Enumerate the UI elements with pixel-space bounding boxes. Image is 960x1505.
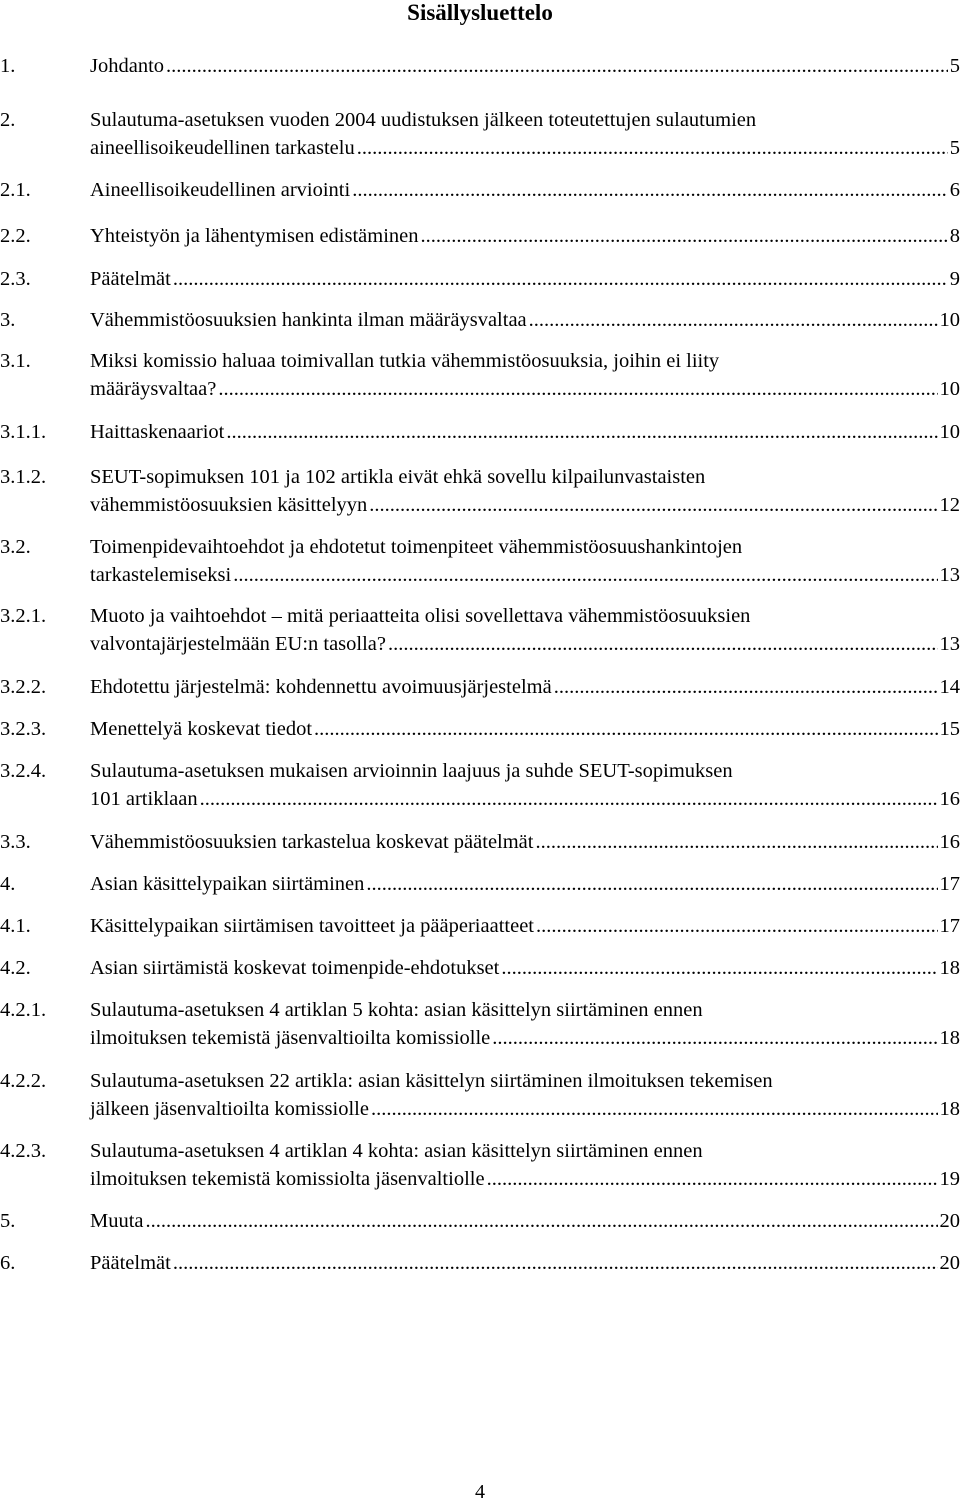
toc-entry-page: 18	[939, 957, 960, 979]
toc-entry-page: 8	[949, 225, 960, 247]
dot-leader	[535, 828, 937, 856]
toc-entry-line	[90, 491, 960, 519]
dot-leader	[173, 1249, 938, 1277]
toc-entry-number: 6.	[0, 1252, 16, 1274]
toc-entry-body	[90, 828, 960, 856]
toc-entry-title: Päätelmät	[90, 1252, 171, 1274]
dot-leader	[146, 1207, 938, 1235]
toc-entry-line	[90, 996, 960, 1024]
toc-entry-body	[90, 418, 960, 446]
toc-entry-title: vähemmistöosuuksien käsittelyyn	[90, 494, 368, 516]
toc-entry-number: 3.2.4.	[0, 760, 47, 782]
toc-entry-title: Sulautuma-asetuksen 4 artiklan 4 kohta: asian käsittelyn siirtäminen ennen	[90, 1140, 703, 1162]
toc-entry[interactable]	[0, 954, 960, 982]
toc-entry-body	[90, 954, 960, 982]
toc-entry[interactable]	[0, 870, 960, 898]
toc-entry-line	[90, 222, 960, 250]
toc-entry-number: 2.	[0, 109, 16, 131]
toc-entry-number: 4.2.	[0, 957, 31, 979]
toc-entry-title: Johdanto	[90, 55, 165, 77]
dot-leader	[357, 134, 948, 162]
toc-entry-page: 6	[949, 179, 960, 201]
dot-leader	[314, 715, 937, 743]
toc-entry-page: 18	[939, 1098, 960, 1120]
toc-entry-title: Aineellisoikeudellinen arviointi	[90, 179, 351, 201]
dot-leader	[218, 375, 937, 403]
toc-entry-body	[90, 602, 960, 658]
toc-entry-line	[90, 306, 960, 334]
toc-entry[interactable]	[0, 1067, 960, 1123]
toc-entry-title: ilmoituksen tekemistä jäsenvaltioilta komissiolle	[90, 1027, 491, 1049]
toc-entry-line	[90, 463, 960, 491]
toc-entry-page: 18	[939, 1027, 960, 1049]
toc-entry-number: 4.2.1.	[0, 999, 47, 1021]
toc-entry-number: 2.2.	[0, 225, 31, 247]
toc-entry-title: Päätelmät	[90, 268, 171, 290]
toc-entry-line	[90, 1249, 960, 1277]
toc-entry-number: 4.1.	[0, 915, 31, 937]
toc-entry-page: 14	[939, 676, 960, 698]
toc-entry-title: ilmoituksen tekemistä komissiolta jäsenvaltiolle	[90, 1168, 485, 1190]
toc-entry-page: 9	[949, 268, 960, 290]
toc-entry-number: 2.3.	[0, 268, 31, 290]
toc-entry[interactable]	[0, 347, 960, 403]
toc-entry-body	[90, 1249, 960, 1277]
toc-entry-body	[90, 347, 960, 403]
toc-entry-page: 16	[939, 831, 960, 853]
toc-entry-number: 5.	[0, 1210, 16, 1232]
toc-entry-line	[90, 1095, 960, 1123]
dot-leader	[166, 52, 948, 80]
toc-entry-number: 4.	[0, 873, 16, 895]
toc-entry[interactable]	[0, 52, 960, 80]
dot-leader	[536, 912, 938, 940]
toc-entry-page: 20	[939, 1252, 960, 1274]
toc-entry-page: 10	[939, 378, 960, 400]
toc-entry-line	[90, 954, 960, 982]
toc-entry-body	[90, 533, 960, 589]
toc-entry-title: jälkeen jäsenvaltioilta komissiolle	[90, 1098, 369, 1120]
dot-leader	[352, 176, 948, 204]
toc-entry-body	[90, 673, 960, 701]
toc-entry-body	[90, 52, 960, 80]
toc-entry-line	[90, 106, 960, 134]
toc-entry-body	[90, 1207, 960, 1235]
toc-entry-number: 3.3.	[0, 831, 31, 853]
dot-leader	[200, 785, 938, 813]
dot-leader	[554, 673, 938, 701]
toc-entry-number: 3.2.	[0, 536, 31, 558]
toc-entry-line	[90, 1165, 960, 1193]
toc-entry-line	[90, 1207, 960, 1235]
toc-entry-line	[90, 418, 960, 446]
toc-entry-body	[90, 222, 960, 250]
toc-entry-number: 3.1.	[0, 350, 31, 372]
toc-entry[interactable]	[0, 757, 960, 813]
toc-entry-page: 17	[939, 915, 960, 937]
toc-entry-number: 3.2.1.	[0, 605, 47, 627]
toc-entry-title: Sulautuma-asetuksen 22 artikla: asian käsittelyn siirtäminen ilmoituksen tekemisen	[90, 1070, 773, 1092]
toc-entry[interactable]	[0, 673, 960, 701]
toc-entry-title: aineellisoikeudellinen tarkastelu	[90, 137, 355, 159]
dot-leader	[492, 1024, 937, 1052]
toc-entry-title: Vähemmistöosuuksien hankinta ilman määräysvaltaa	[90, 309, 527, 331]
toc-entry-number: 3.1.1.	[0, 421, 47, 443]
toc-entry-line	[90, 533, 960, 561]
toc-entry-title: Asian siirtämistä koskevat toimenpide-ehdotukset	[90, 957, 500, 979]
toc-entry-number: 3.2.3.	[0, 718, 47, 740]
toc-entry-line	[90, 1137, 960, 1165]
toc-entry-line	[90, 375, 960, 403]
toc-entry-line	[90, 134, 960, 162]
toc-entry-title: SEUT-sopimuksen 101 ja 102 artikla eivät ehkä sovellu kilpailunvastaisten	[90, 466, 706, 488]
toc-entry-line	[90, 265, 960, 293]
toc-entry-line	[90, 912, 960, 940]
toc-entry-line	[90, 561, 960, 589]
dot-leader	[487, 1165, 938, 1193]
toc-entry-line	[90, 870, 960, 898]
toc-entry-line	[90, 52, 960, 80]
toc-entry[interactable]	[0, 106, 960, 162]
dot-leader	[388, 630, 938, 658]
toc-entry-title: määräysvaltaa?	[90, 378, 217, 400]
dot-leader	[501, 954, 937, 982]
toc-entry-page: 13	[939, 633, 960, 655]
toc-entry-title: valvontajärjestelmään EU:n tasolla?	[90, 633, 386, 655]
toc-entry[interactable]	[0, 1249, 960, 1277]
toc-entry-title: Toimenpidevaihtoehdot ja ehdotetut toimenpiteet vähemmistöosuushankintojen	[90, 536, 743, 558]
toc-entry-page: 13	[939, 564, 960, 586]
dot-leader	[226, 418, 937, 446]
toc-entry-page: 5	[949, 137, 960, 159]
toc-entry-title: Muoto ja vaihtoehdot – mitä periaatteita olisi sovellettava vähemmistöosuuksien	[90, 605, 751, 627]
toc-entry-line	[90, 673, 960, 701]
toc-entry-title: 101 artiklaan	[90, 788, 198, 810]
toc-entry-line	[90, 785, 960, 813]
toc-entry-body	[90, 106, 960, 162]
toc-entry-title: Haittaskenaariot	[90, 421, 225, 443]
toc-entry[interactable]	[0, 418, 960, 446]
toc-entry-line	[90, 347, 960, 375]
toc-entry[interactable]	[0, 265, 960, 293]
toc-entry-number: 3.	[0, 309, 16, 331]
dot-leader	[233, 561, 937, 589]
toc-entry[interactable]	[0, 715, 960, 743]
toc-entry[interactable]	[0, 306, 960, 334]
toc-entry-title: Yhteistyön ja lähentymisen edistäminen	[90, 225, 419, 247]
toc-entry-page: 5	[949, 55, 960, 77]
dot-leader	[366, 870, 937, 898]
toc-entry-title: Asian käsittelypaikan siirtäminen	[90, 873, 365, 895]
toc-entry-number: 3.1.2.	[0, 466, 47, 488]
dot-leader	[173, 265, 948, 293]
toc-entry[interactable]	[0, 602, 960, 658]
toc-entry-body	[90, 463, 960, 519]
toc-entry-title: Menettelyä koskevat tiedot	[90, 718, 313, 740]
toc-entry-number: 2.1.	[0, 179, 31, 201]
toc-entry-line	[90, 1024, 960, 1052]
toc-entry-line	[90, 176, 960, 204]
dot-leader	[529, 306, 938, 334]
toc-entry-number: 4.2.3.	[0, 1140, 47, 1162]
toc-entry-page: 15	[939, 718, 960, 740]
toc-entry-title: Sulautuma-asetuksen 4 artiklan 5 kohta: asian käsittelyn siirtäminen ennen	[90, 999, 703, 1021]
toc-entry[interactable]	[0, 533, 960, 589]
toc-entry-body	[90, 1137, 960, 1193]
toc-entry[interactable]	[0, 912, 960, 940]
dot-leader	[371, 1095, 938, 1123]
toc-entry[interactable]	[0, 1207, 960, 1235]
toc-entry-title: Muuta	[90, 1210, 144, 1232]
toc-entry-title: Miksi komissio haluaa toimivallan tutkia vähemmistöosuuksia, joihin ei liity	[90, 350, 720, 372]
dot-leader	[369, 491, 937, 519]
toc-entry-body	[90, 870, 960, 898]
toc-entry-line	[90, 828, 960, 856]
toc-entry-number: 3.2.2.	[0, 676, 47, 698]
toc-entry[interactable]	[0, 463, 960, 519]
toc-entry[interactable]	[0, 828, 960, 856]
toc-entry-title: Sulautuma-asetuksen mukaisen arvioinnin laajuus ja suhde SEUT-sopimuksen	[90, 760, 733, 782]
toc-entry-page: 16	[939, 788, 960, 810]
toc-entry-line	[90, 757, 960, 785]
toc-entry[interactable]	[0, 222, 960, 250]
toc-entry-title: Ehdotettu järjestelmä: kohdennettu avoimuusjärjestelmä	[90, 676, 552, 698]
toc-entry-body	[90, 912, 960, 940]
toc-entry-page: 20	[939, 1210, 960, 1232]
toc-entry-page: 19	[939, 1168, 960, 1190]
page-number: 4	[475, 1481, 485, 1503]
toc-entry-page: 12	[939, 494, 960, 516]
toc-entry-line	[90, 602, 960, 630]
toc-entry-title: Käsittelypaikan siirtämisen tavoitteet ja pääperiaatteet	[90, 915, 534, 937]
toc-entry-page: 10	[939, 309, 960, 331]
toc-entry-body	[90, 715, 960, 743]
toc-entry-title: Sulautuma-asetuksen vuoden 2004 uudistuksen jälkeen toteutettujen sulautumien	[90, 109, 757, 131]
toc-entry[interactable]	[0, 176, 960, 204]
toc-entry-title: tarkastelemiseksi	[90, 564, 232, 586]
toc-entry-title: Vähemmistöosuuksien tarkastelua koskevat päätelmät	[90, 831, 534, 853]
toc-entry-body	[90, 306, 960, 334]
toc-entry-page: 17	[939, 873, 960, 895]
toc-entry-number: 4.2.2.	[0, 1070, 47, 1092]
toc-entry-line	[90, 630, 960, 658]
toc-entry[interactable]	[0, 996, 960, 1052]
toc-entry-line	[90, 715, 960, 743]
page-title: Sisällysluettelo	[407, 0, 553, 25]
toc-entry-body	[90, 757, 960, 813]
toc-entry-body	[90, 1067, 960, 1123]
toc-entry-number: 1.	[0, 55, 16, 77]
toc-entry-body	[90, 176, 960, 204]
toc-entry-line	[90, 1067, 960, 1095]
toc-entry-body	[90, 265, 960, 293]
dot-leader	[421, 222, 948, 250]
toc-entry-body	[90, 996, 960, 1052]
toc-entry[interactable]	[0, 1137, 960, 1193]
toc-entry-page: 10	[939, 421, 960, 443]
